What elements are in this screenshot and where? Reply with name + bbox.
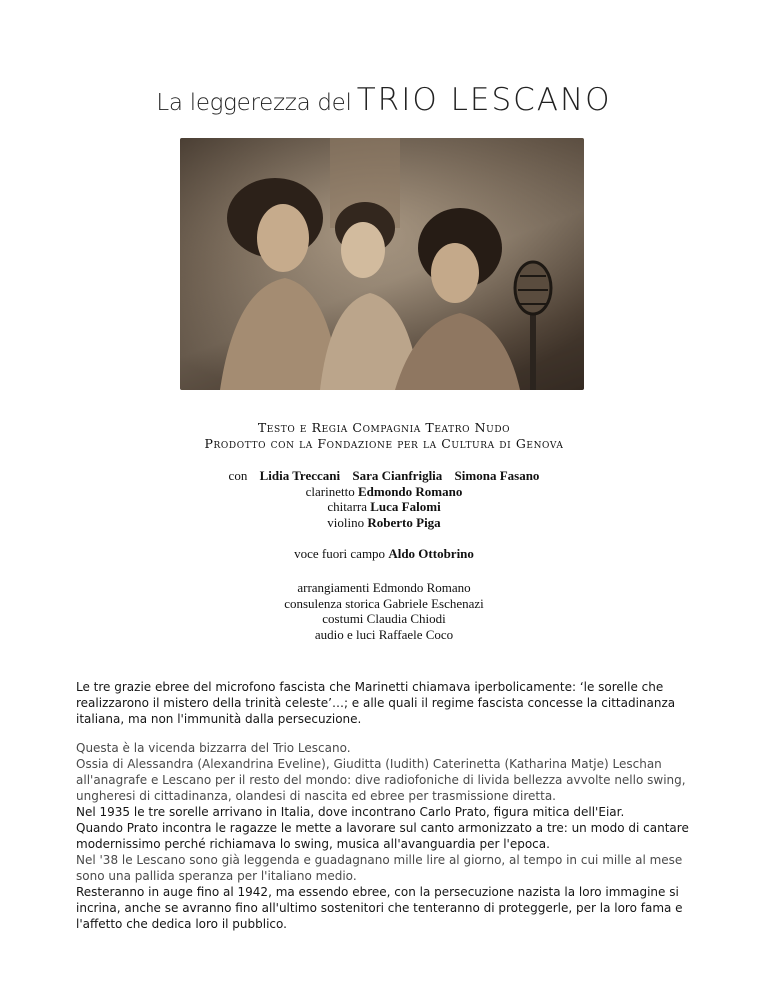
story-line: Nel 1935 le tre sorelle arrivano in Italia, dove incontrano Carlo Prato, figura mitica dell'Eiar. [76,805,625,819]
title-prefix: La leggerezza del [156,90,352,116]
title-main: TRIO LESCANO [356,82,612,118]
voice-role: voce fuori campo [294,546,386,561]
voice-credit [0,546,768,562]
cast-actors-line [0,468,768,484]
story-line: Resteranno in auge fino al 1942, ma essendo ebree, con la persecuzione nazista la loro immagine si incrina, anche se avranno fino all'ultimo sostenitori che tenteranno di proteggerle, per la loro fama e l'affetto che dedica loro il pubblico. [76,885,683,931]
crew-line: consulenza storica Gabriele Eschenazi [284,595,484,611]
musician-name: Luca Falomi [370,499,441,514]
musician-name: Roberto Piga [367,514,441,530]
cast-actor: Sara Cianfriglia [352,468,443,483]
crew-line: arrangiamenti Edmondo Romano [297,580,471,595]
story-line: Nel '38 le Lescano sono già leggenda e guadagnano mille lire al giorno, al tempo in cui mille al mese sono una pallida speranza per l'italiano medio. [76,853,683,883]
story-line: Quando Prato incontra le ragazze le mette a lavorare sul canto armonizzato a tre: un modo di cantare modernissimo perché richiamava lo swing, musica all'avanguardia per l'epoca. [76,821,689,851]
cast-musician-line [0,499,768,515]
credits-line-direction: Testo e Regia Compagnia Teatro Nudo [257,420,511,435]
cast-musician-line [0,515,768,531]
production-credits [0,420,768,452]
cast-list [0,468,768,530]
cast-actor: Lidia Treccani [259,468,341,483]
sepia-photo-illustration [180,138,584,390]
document-title [0,82,768,118]
musician-role: violino [327,514,365,530]
cast-musician-line [0,484,768,500]
trio-photo [180,138,584,390]
story-line: Questa è la vicenda bizzarra del Trio Lescano. [76,741,351,755]
crew-line: costumi Claudia Chiodi [322,611,446,626]
musician-role: chitarra [327,499,368,514]
crew-line: audio e luci Raffaele Coco [314,626,454,642]
intro-paragraph: Le tre grazie ebree del microfono fascista che Marinetti chiamava iperbolicamente: ‘le sorelle che realizzarono il mistero della trinità celeste’…; e alle quali il regime fascista concesse la cittadinanza italiana, ma non l'immunità dalla persecuzione. [76,680,676,726]
credits-line-production: Prodotto con la Fondazione per la Cultura di Genova [204,436,564,451]
story-paragraph [76,740,702,932]
musician-name: Edmondo Romano [357,483,463,499]
crew-list [0,580,768,642]
cast-actor: Simona Fasano [454,468,540,483]
musician-role: clarinetto [305,483,355,499]
voice-name: Aldo Ottobrino [388,546,474,561]
story-line: Ossia di Alessandra (Alexandrina Eveline), Giuditta (Iudith) Caterinetta (Katharina Matje) Leschan all'anagrafe e Lescano per il resto del mondo: dive radiofoniche di livida bellezza avvolte nello swing, ungheresi di cittadinanza, olandesi di nascita ed ebree per trasmissione diretta. [76,757,686,803]
cast-con-label: con [228,468,248,483]
